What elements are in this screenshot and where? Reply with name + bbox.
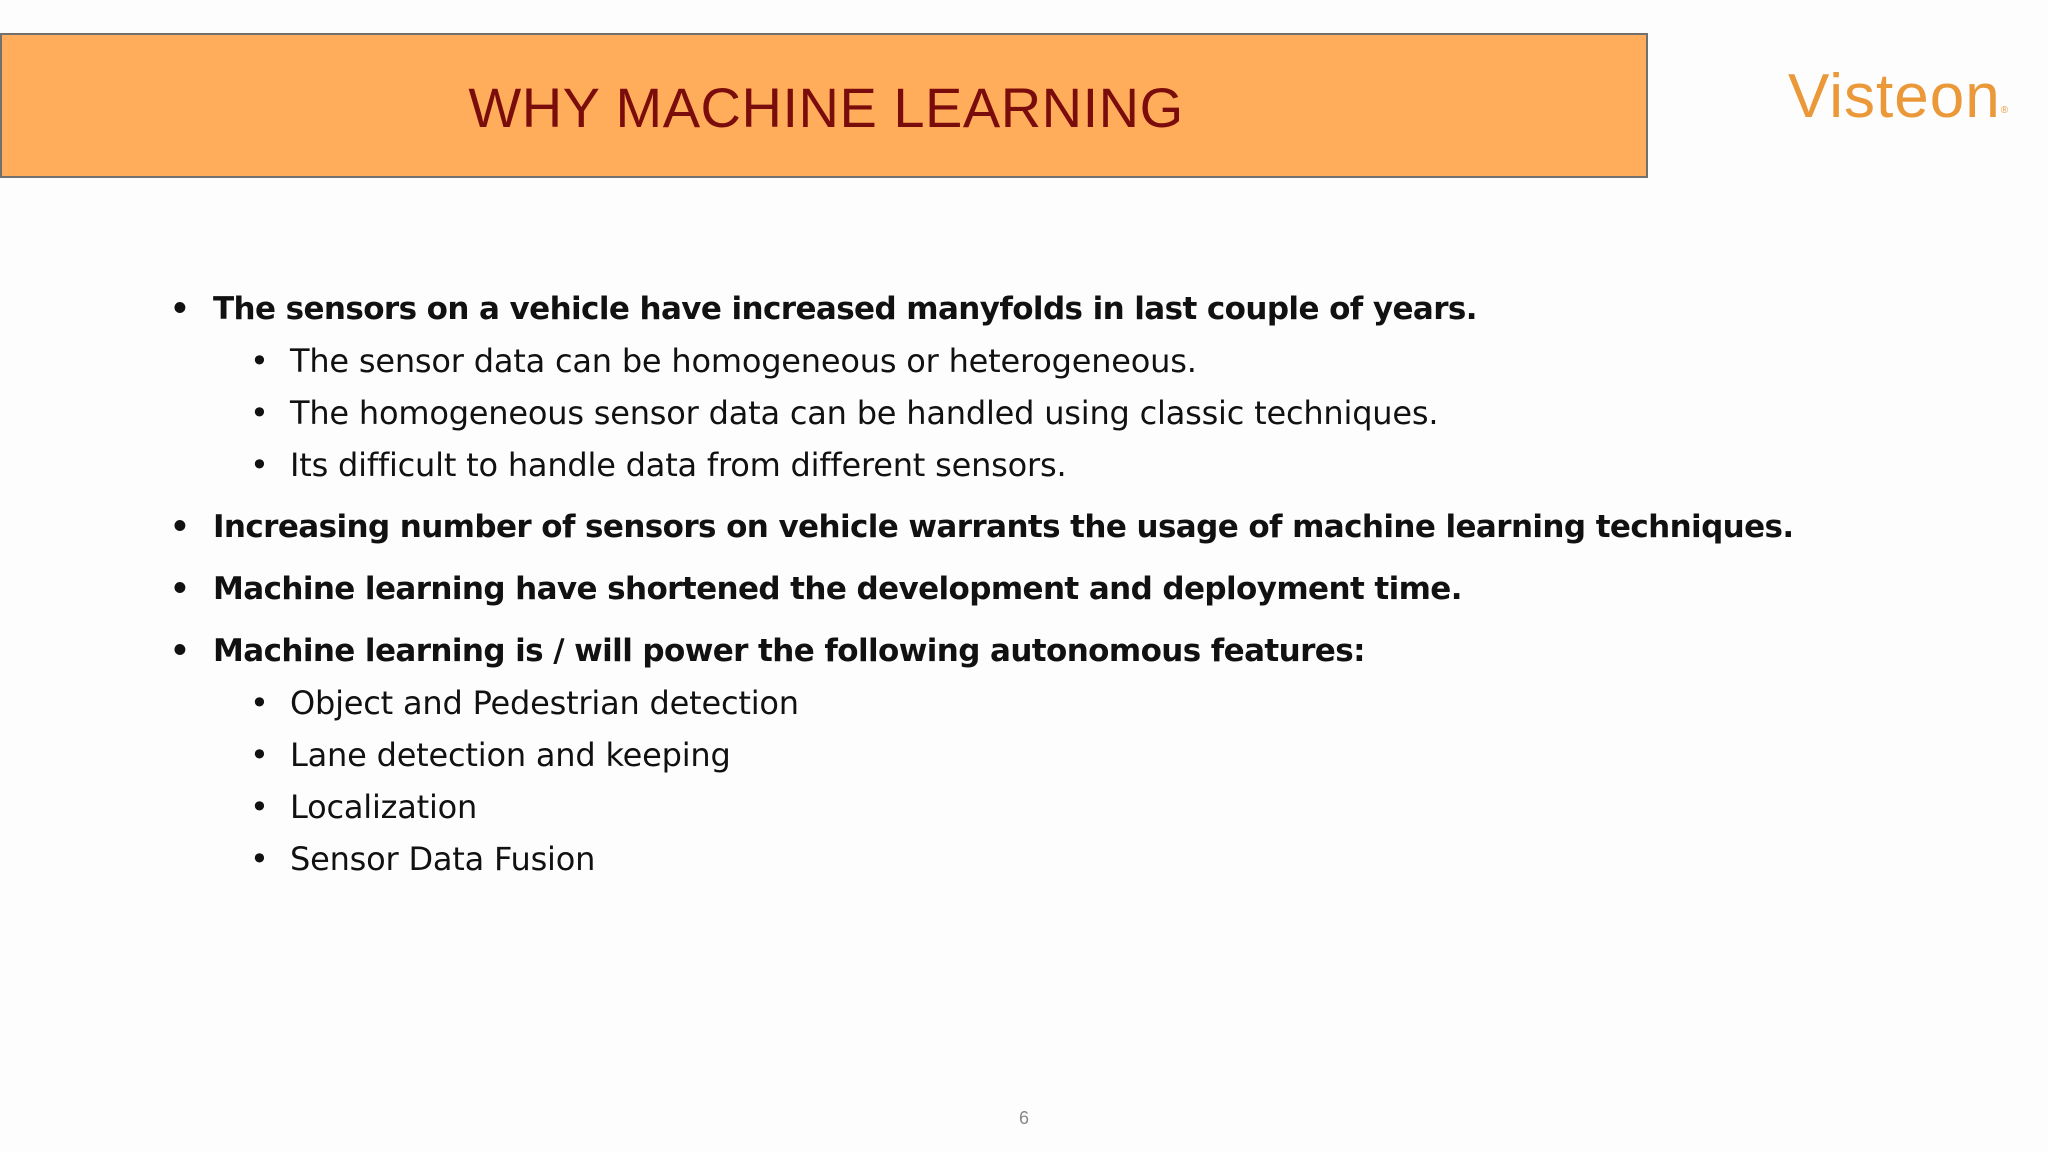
bullet-icon: • [250, 788, 269, 826]
bullet-icon: • [250, 446, 269, 484]
sub-bullet-text: Lane detection and keeping [290, 736, 731, 774]
bullet-icon: • [250, 342, 269, 380]
sub-bullet-item [170, 833, 1930, 885]
bullet-text: Machine learning is / will power the following autonomous features: [213, 633, 1365, 669]
bullet-list [170, 283, 1930, 885]
bullet-item [170, 283, 1930, 335]
sub-bullet-text: Its difficult to handle data from different sensors. [290, 446, 1067, 484]
bullet-icon: • [170, 509, 190, 545]
sub-bullet-item [170, 677, 1930, 729]
bullet-icon: • [250, 840, 269, 878]
bullet-icon: • [250, 394, 269, 432]
bullet-icon: • [170, 633, 190, 669]
sub-bullet-item [170, 781, 1930, 833]
sub-bullet-text: The homogeneous sensor data can be handled using classic techniques. [290, 394, 1439, 432]
bullet-text: The sensors on a vehicle have increased manyfolds in last couple of years. [213, 291, 1477, 327]
bullet-icon: • [170, 291, 190, 327]
sub-bullet-text: Object and Pedestrian detection [290, 684, 799, 722]
spacer [170, 615, 1930, 625]
title-bar [0, 33, 1648, 178]
bullet-icon: • [250, 736, 269, 774]
sub-bullet-item [170, 335, 1930, 387]
sub-bullet-item [170, 439, 1930, 491]
sub-bullet-item [170, 387, 1930, 439]
spacer [170, 491, 1930, 501]
logo-registered-mark: ® [2000, 105, 2010, 116]
visteon-logo [1788, 62, 2009, 132]
sub-bullet-item [170, 729, 1930, 781]
sub-bullet-text: The sensor data can be homogeneous or heterogeneous. [290, 342, 1197, 380]
bullet-item [170, 563, 1930, 615]
bullet-icon: • [170, 571, 190, 607]
sub-bullet-text: Localization [290, 788, 478, 826]
bullet-text: Machine learning have shortened the development and deployment time. [213, 571, 1462, 607]
bullet-icon: • [250, 684, 269, 722]
bullet-text: Increasing number of sensors on vehicle warrants the usage of machine learning techniques. [213, 509, 1794, 545]
spacer [170, 553, 1930, 563]
bullet-item [170, 625, 1930, 677]
page-number: 6 [1018, 1108, 1029, 1128]
bullet-item [170, 501, 1930, 553]
sub-bullet-text: Sensor Data Fusion [290, 840, 596, 878]
logo-text: Visteon [1788, 62, 2001, 131]
slide-title: WHY MACHINE LEARNING [468, 76, 1184, 139]
